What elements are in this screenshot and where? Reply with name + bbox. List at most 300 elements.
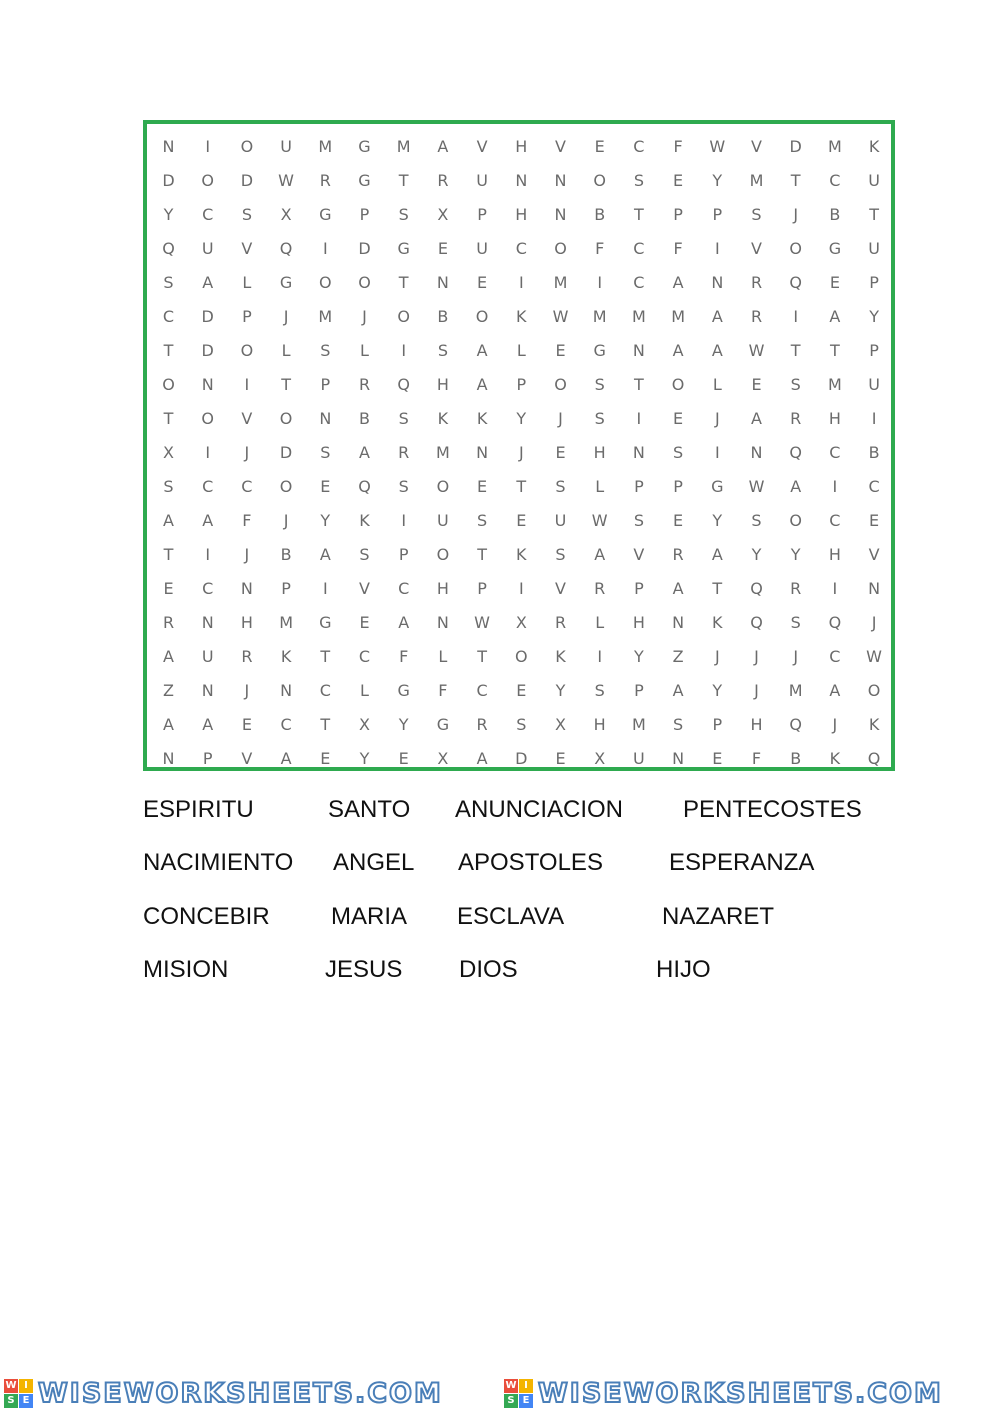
grid-letter[interactable]: F [751, 749, 762, 768]
grid-letter[interactable]: T [516, 477, 527, 496]
grid-letter[interactable]: K [829, 749, 841, 768]
grid-letter[interactable]: S [398, 205, 409, 224]
grid-letter[interactable]: M [671, 307, 685, 326]
grid-letter[interactable]: R [750, 307, 763, 326]
grid-letter[interactable]: H [515, 137, 528, 156]
grid-letter[interactable]: J [714, 409, 720, 428]
grid-letter[interactable]: J [283, 511, 289, 530]
grid-letter[interactable]: E [359, 613, 370, 632]
grid-letter[interactable]: I [205, 137, 211, 156]
grid-letter[interactable]: Q [279, 239, 293, 258]
grid-letter[interactable]: B [594, 205, 606, 224]
grid-letter[interactable]: C [241, 477, 253, 496]
grid-letter[interactable]: Y [751, 545, 762, 564]
grid-letter[interactable]: J [714, 647, 720, 666]
grid-letter[interactable]: G [358, 137, 371, 156]
grid-letter[interactable]: S [163, 477, 174, 496]
grid-letter[interactable]: E [712, 749, 723, 768]
grid-letter[interactable]: U [201, 647, 214, 666]
grid-letter[interactable]: P [516, 375, 527, 394]
grid-letter[interactable]: I [205, 443, 211, 462]
grid-letter[interactable]: T [477, 545, 487, 564]
grid-letter[interactable]: A [163, 647, 174, 666]
grid-letter[interactable]: I [714, 239, 720, 258]
grid-letter[interactable]: T [634, 205, 644, 224]
grid-letter[interactable]: Y [712, 681, 723, 700]
grid-letter[interactable]: J [244, 545, 250, 564]
grid-letter[interactable]: H [750, 715, 763, 734]
grid-letter[interactable]: F [673, 239, 683, 258]
grid-letter[interactable]: N [201, 375, 214, 394]
grid-letter[interactable]: C [476, 681, 488, 700]
grid-letter[interactable]: Y [712, 171, 723, 190]
grid-letter[interactable]: Y [163, 205, 174, 224]
grid-letter[interactable]: H [515, 205, 528, 224]
grid-letter[interactable]: M [788, 681, 803, 700]
grid-letter[interactable]: P [869, 273, 879, 292]
grid-letter[interactable]: J [871, 613, 877, 632]
grid-letter[interactable]: U [868, 239, 880, 258]
grid-letter[interactable]: K [555, 647, 566, 666]
grid-letter[interactable]: P [634, 477, 644, 496]
grid-letter[interactable]: S [163, 273, 174, 292]
grid-letter[interactable]: N [240, 579, 253, 598]
grid-letter[interactable]: O [279, 477, 293, 496]
grid-letter[interactable]: I [518, 273, 524, 292]
grid-letter[interactable]: P [202, 749, 213, 768]
grid-letter[interactable]: O [240, 137, 254, 156]
grid-letter[interactable]: O [789, 239, 802, 258]
grid-letter[interactable]: U [868, 375, 880, 394]
grid-letter[interactable]: M [592, 307, 607, 326]
grid-letter[interactable]: E [398, 749, 409, 768]
grid-letter[interactable]: H [593, 443, 606, 462]
grid-letter[interactable]: J [244, 681, 250, 700]
grid-letter[interactable]: N [632, 443, 645, 462]
grid-letter[interactable]: R [750, 273, 763, 292]
grid-letter[interactable]: R [319, 171, 331, 190]
grid-letter[interactable]: O [593, 171, 606, 190]
grid-letter[interactable]: P [359, 205, 370, 224]
grid-letter[interactable]: G [397, 681, 410, 700]
grid-letter[interactable]: P [320, 375, 331, 394]
grid-letter[interactable]: N [319, 409, 332, 428]
grid-letter[interactable]: W [552, 307, 569, 326]
grid-letter[interactable]: I [597, 273, 603, 292]
grid-letter[interactable]: N [162, 749, 175, 768]
grid-letter[interactable]: S [320, 443, 331, 462]
grid-letter[interactable]: A [790, 477, 802, 496]
grid-letter[interactable]: G [397, 239, 410, 258]
grid-letter[interactable]: A [672, 579, 684, 598]
grid-letter[interactable]: D [240, 171, 254, 190]
grid-letter[interactable]: Q [162, 239, 175, 258]
grid-letter[interactable]: E [516, 511, 527, 530]
grid-letter[interactable]: N [476, 443, 489, 462]
grid-letter[interactable]: Y [634, 647, 644, 666]
grid-letter[interactable]: I [205, 545, 211, 564]
grid-letter[interactable]: N [632, 341, 645, 360]
grid-letter[interactable]: L [438, 647, 448, 666]
grid-letter[interactable]: F [242, 511, 252, 530]
grid-letter[interactable]: P [398, 545, 409, 564]
grid-letter[interactable]: J [362, 307, 367, 326]
grid-letter[interactable]: X [555, 715, 566, 734]
grid-letter[interactable]: Z [672, 647, 684, 666]
grid-letter[interactable]: W [709, 137, 726, 156]
grid-letter[interactable]: V [633, 545, 645, 564]
grid-letter[interactable]: Y [869, 307, 879, 326]
grid-letter[interactable]: X [359, 715, 370, 734]
grid-letter[interactable]: E [320, 477, 331, 496]
grid-letter[interactable]: T [398, 273, 409, 292]
grid-letter[interactable]: M [279, 613, 293, 632]
grid-letter[interactable]: J [793, 205, 799, 224]
grid-letter[interactable]: U [868, 171, 880, 190]
grid-letter[interactable]: O [475, 307, 489, 326]
grid-letter[interactable]: O [240, 341, 254, 360]
grid-letter[interactable]: S [359, 545, 370, 564]
grid-letter[interactable]: G [593, 341, 606, 360]
grid-letter[interactable]: O [319, 273, 332, 292]
grid-letter[interactable]: R [476, 715, 488, 734]
grid-letter[interactable]: G [828, 239, 842, 258]
grid-letter[interactable]: Q [867, 749, 881, 768]
grid-letter[interactable]: M [631, 307, 646, 326]
grid-letter[interactable]: J [754, 647, 759, 666]
grid-letter[interactable]: J [283, 307, 289, 326]
grid-letter[interactable]: K [516, 545, 527, 564]
grid-letter[interactable]: R [790, 579, 802, 598]
grid-letter[interactable]: E [673, 511, 684, 530]
grid-letter[interactable]: O [358, 273, 371, 292]
grid-letter[interactable]: A [359, 443, 370, 462]
grid-letter[interactable]: C [633, 239, 645, 258]
grid-letter[interactable]: L [595, 477, 605, 496]
grid-letter[interactable]: K [868, 715, 880, 734]
grid-letter[interactable]: C [515, 239, 527, 258]
grid-letter[interactable]: M [631, 715, 646, 734]
grid-letter[interactable]: S [673, 443, 684, 462]
grid-letter[interactable]: A [163, 715, 174, 734]
grid-letter[interactable]: A [319, 545, 331, 564]
grid-letter[interactable]: E [829, 273, 840, 292]
grid-letter[interactable]: R [594, 579, 606, 598]
grid-letter[interactable]: N [280, 681, 293, 700]
grid-letter[interactable]: N [436, 273, 449, 292]
grid-letter[interactable]: T [163, 341, 174, 360]
grid-letter[interactable]: Q [750, 579, 763, 598]
grid-letter[interactable]: S [477, 511, 488, 530]
grid-letter[interactable]: G [319, 613, 332, 632]
grid-letter[interactable]: S [398, 409, 409, 428]
grid-letter[interactable]: O [397, 307, 410, 326]
grid-letter[interactable]: S [673, 715, 684, 734]
grid-letter[interactable]: E [241, 715, 252, 734]
grid-letter[interactable]: V [241, 749, 253, 768]
grid-letter[interactable]: G [436, 715, 450, 734]
grid-letter[interactable]: A [476, 375, 488, 394]
grid-letter[interactable]: V [476, 137, 488, 156]
grid-letter[interactable]: Q [397, 375, 410, 394]
grid-letter[interactable]: B [868, 443, 880, 462]
grid-letter[interactable]: S [398, 477, 409, 496]
grid-letter[interactable]: R [672, 545, 684, 564]
grid-letter[interactable]: M [318, 307, 333, 326]
grid-letter[interactable]: W [591, 511, 608, 530]
grid-letter[interactable]: C [319, 681, 331, 700]
grid-letter[interactable]: C [868, 477, 880, 496]
grid-letter[interactable]: N [750, 443, 763, 462]
grid-letter[interactable]: O [515, 647, 528, 666]
grid-letter[interactable]: S [555, 477, 566, 496]
grid-letter[interactable]: E [555, 749, 566, 768]
grid-letter[interactable]: E [555, 341, 566, 360]
grid-letter[interactable]: I [714, 443, 720, 462]
grid-letter[interactable]: E [437, 239, 448, 258]
grid-letter[interactable]: T [163, 409, 174, 428]
grid-letter[interactable]: S [555, 545, 566, 564]
grid-letter[interactable]: V [359, 579, 370, 598]
grid-letter[interactable]: X [437, 749, 449, 768]
grid-letter[interactable]: A [202, 511, 214, 530]
grid-letter[interactable]: K [280, 647, 292, 666]
grid-letter[interactable]: G [711, 477, 724, 496]
grid-letter[interactable]: O [201, 171, 214, 190]
grid-letter[interactable]: N [554, 205, 567, 224]
grid-letter[interactable]: S [516, 715, 527, 734]
grid-letter[interactable]: T [281, 375, 291, 394]
grid-letter[interactable]: E [477, 273, 488, 292]
grid-letter[interactable]: T [869, 205, 879, 224]
grid-letter[interactable]: I [597, 647, 603, 666]
grid-letter[interactable]: V [751, 239, 762, 258]
grid-letter[interactable]: L [360, 681, 369, 700]
grid-letter[interactable]: I [322, 239, 328, 258]
grid-letter[interactable]: U [476, 239, 488, 258]
grid-letter[interactable]: A [711, 341, 723, 360]
grid-letter[interactable]: S [751, 511, 762, 530]
grid-letter[interactable]: Y [398, 715, 409, 734]
grid-letter[interactable]: W [748, 477, 765, 496]
grid-letter[interactable]: U [476, 171, 488, 190]
grid-letter[interactable]: E [477, 477, 488, 496]
grid-letter[interactable]: Y [359, 749, 370, 768]
grid-letter[interactable]: C [829, 171, 841, 190]
grid-letter[interactable]: L [516, 341, 526, 360]
grid-letter[interactable]: B [790, 749, 802, 768]
grid-letter[interactable]: S [790, 375, 801, 394]
grid-letter[interactable]: K [868, 137, 880, 156]
grid-letter[interactable]: E [673, 409, 684, 428]
grid-letter[interactable]: P [712, 205, 723, 224]
grid-letter[interactable]: P [673, 205, 683, 224]
grid-letter[interactable]: F [673, 137, 683, 156]
grid-letter[interactable]: K [476, 409, 488, 428]
grid-letter[interactable]: E [163, 579, 174, 598]
grid-letter[interactable]: S [790, 613, 801, 632]
grid-letter[interactable]: X [280, 205, 292, 224]
grid-letter[interactable]: C [280, 715, 292, 734]
grid-letter[interactable]: A [751, 409, 762, 428]
grid-letter[interactable]: C [633, 273, 645, 292]
grid-letter[interactable]: D [789, 137, 802, 156]
grid-letter[interactable]: P [281, 579, 291, 598]
grid-letter[interactable]: N [868, 579, 881, 598]
grid-letter[interactable]: Y [712, 511, 723, 530]
grid-letter[interactable]: F [595, 239, 605, 258]
grid-letter[interactable]: R [358, 375, 371, 394]
grid-letter[interactable]: C [829, 511, 841, 530]
grid-letter[interactable]: J [244, 443, 250, 462]
grid-letter[interactable]: H [632, 613, 645, 632]
grid-letter[interactable]: P [477, 579, 487, 598]
grid-letter[interactable]: Q [789, 273, 802, 292]
grid-letter[interactable]: C [358, 647, 371, 666]
grid-letter[interactable]: D [358, 239, 371, 258]
grid-letter[interactable]: C [398, 579, 410, 598]
grid-letter[interactable]: A [202, 715, 214, 734]
grid-letter[interactable]: N [515, 171, 528, 190]
grid-letter[interactable]: L [360, 341, 369, 360]
grid-letter[interactable]: G [319, 205, 332, 224]
grid-letter[interactable]: R [437, 171, 449, 190]
grid-letter[interactable]: O [867, 681, 881, 700]
grid-letter[interactable]: Q [789, 443, 802, 462]
grid-letter[interactable]: T [320, 715, 331, 734]
grid-letter[interactable]: K [712, 613, 723, 632]
grid-letter[interactable]: A [202, 273, 214, 292]
grid-letter[interactable]: I [793, 307, 799, 326]
grid-letter[interactable]: I [832, 579, 838, 598]
grid-letter[interactable]: N [711, 273, 724, 292]
grid-letter[interactable]: N [201, 681, 214, 700]
grid-letter[interactable]: Q [828, 613, 842, 632]
grid-letter[interactable]: S [594, 375, 605, 394]
grid-letter[interactable]: K [359, 511, 370, 530]
grid-letter[interactable]: Y [516, 409, 527, 428]
grid-letter[interactable]: J [793, 647, 799, 666]
grid-letter[interactable]: A [672, 341, 684, 360]
grid-letter[interactable]: B [359, 409, 370, 428]
grid-letter[interactable]: S [594, 409, 605, 428]
grid-letter[interactable]: U [633, 749, 645, 768]
grid-letter[interactable]: A [711, 545, 723, 564]
grid-letter[interactable]: H [828, 409, 841, 428]
grid-letter[interactable]: A [280, 749, 292, 768]
grid-letter[interactable]: S [633, 511, 644, 530]
grid-letter[interactable]: B [280, 545, 292, 564]
grid-letter[interactable]: S [633, 171, 644, 190]
grid-letter[interactable]: M [396, 137, 411, 156]
grid-letter[interactable]: S [594, 681, 605, 700]
grid-letter[interactable]: U [437, 511, 449, 530]
grid-letter[interactable]: H [436, 375, 449, 394]
grid-letter[interactable]: B [829, 205, 841, 224]
grid-letter[interactable]: S [751, 205, 762, 224]
grid-letter[interactable]: R [554, 613, 567, 632]
grid-letter[interactable]: A [476, 341, 488, 360]
grid-letter[interactable]: N [436, 613, 449, 632]
grid-letter[interactable]: T [398, 171, 409, 190]
grid-letter[interactable]: L [242, 273, 252, 292]
grid-letter[interactable]: I [322, 579, 328, 598]
grid-letter[interactable]: T [830, 341, 840, 360]
grid-letter[interactable]: I [871, 409, 877, 428]
grid-letter[interactable]: T [477, 647, 487, 666]
grid-letter[interactable]: R [398, 443, 410, 462]
grid-letter[interactable]: M [318, 137, 333, 156]
grid-letter[interactable]: G [358, 171, 371, 190]
grid-letter[interactable]: R [790, 409, 802, 428]
grid-letter[interactable]: X [163, 443, 174, 462]
grid-letter[interactable]: M [435, 443, 450, 462]
grid-letter[interactable]: E [516, 681, 527, 700]
grid-letter[interactable]: C [202, 205, 214, 224]
grid-letter[interactable]: S [320, 341, 331, 360]
grid-letter[interactable]: C [829, 647, 841, 666]
grid-letter[interactable]: O [554, 375, 567, 394]
grid-letter[interactable]: I [518, 579, 524, 598]
grid-letter[interactable]: P [634, 579, 644, 598]
grid-letter[interactable]: C [202, 477, 214, 496]
grid-letter[interactable]: A [672, 681, 684, 700]
grid-letter[interactable]: I [832, 477, 838, 496]
grid-letter[interactable]: P [634, 681, 644, 700]
grid-letter[interactable]: H [828, 545, 841, 564]
grid-letter[interactable]: E [555, 443, 566, 462]
grid-letter[interactable]: J [754, 681, 759, 700]
grid-letter[interactable]: N [162, 137, 175, 156]
grid-letter[interactable]: W [474, 613, 490, 632]
grid-letter[interactable]: P [477, 205, 487, 224]
grid-letter[interactable]: K [516, 307, 527, 326]
grid-letter[interactable]: N [672, 613, 685, 632]
grid-letter[interactable]: F [438, 681, 448, 700]
grid-letter[interactable]: Q [750, 613, 763, 632]
grid-letter[interactable]: I [636, 409, 642, 428]
grid-letter[interactable]: V [751, 137, 762, 156]
grid-letter[interactable]: D [201, 307, 214, 326]
grid-letter[interactable]: C [633, 137, 645, 156]
grid-letter[interactable]: T [790, 341, 801, 360]
grid-letter[interactable]: O [436, 545, 450, 564]
grid-letter[interactable]: X [515, 613, 527, 632]
grid-letter[interactable]: M [553, 273, 568, 292]
grid-letter[interactable]: D [201, 341, 214, 360]
grid-letter[interactable]: U [554, 511, 567, 530]
grid-letter[interactable]: M [827, 137, 842, 156]
grid-letter[interactable]: A [476, 749, 488, 768]
grid-letter[interactable]: V [555, 137, 566, 156]
grid-letter[interactable]: H [593, 715, 606, 734]
grid-letter[interactable]: J [558, 409, 563, 428]
grid-letter[interactable]: V [241, 409, 253, 428]
grid-letter[interactable]: Y [320, 511, 331, 530]
grid-letter[interactable]: I [401, 341, 407, 360]
grid-letter[interactable]: T [320, 647, 331, 666]
grid-letter[interactable]: O [554, 239, 567, 258]
grid-letter[interactable]: C [202, 579, 214, 598]
grid-letter[interactable]: W [278, 171, 294, 190]
grid-letter[interactable]: F [399, 647, 409, 666]
grid-letter[interactable]: O [201, 409, 214, 428]
grid-letter[interactable]: A [163, 511, 174, 530]
grid-letter[interactable]: O [671, 375, 685, 394]
grid-letter[interactable]: V [868, 545, 880, 564]
grid-letter[interactable]: P [712, 715, 723, 734]
grid-letter[interactable]: T [712, 579, 723, 598]
